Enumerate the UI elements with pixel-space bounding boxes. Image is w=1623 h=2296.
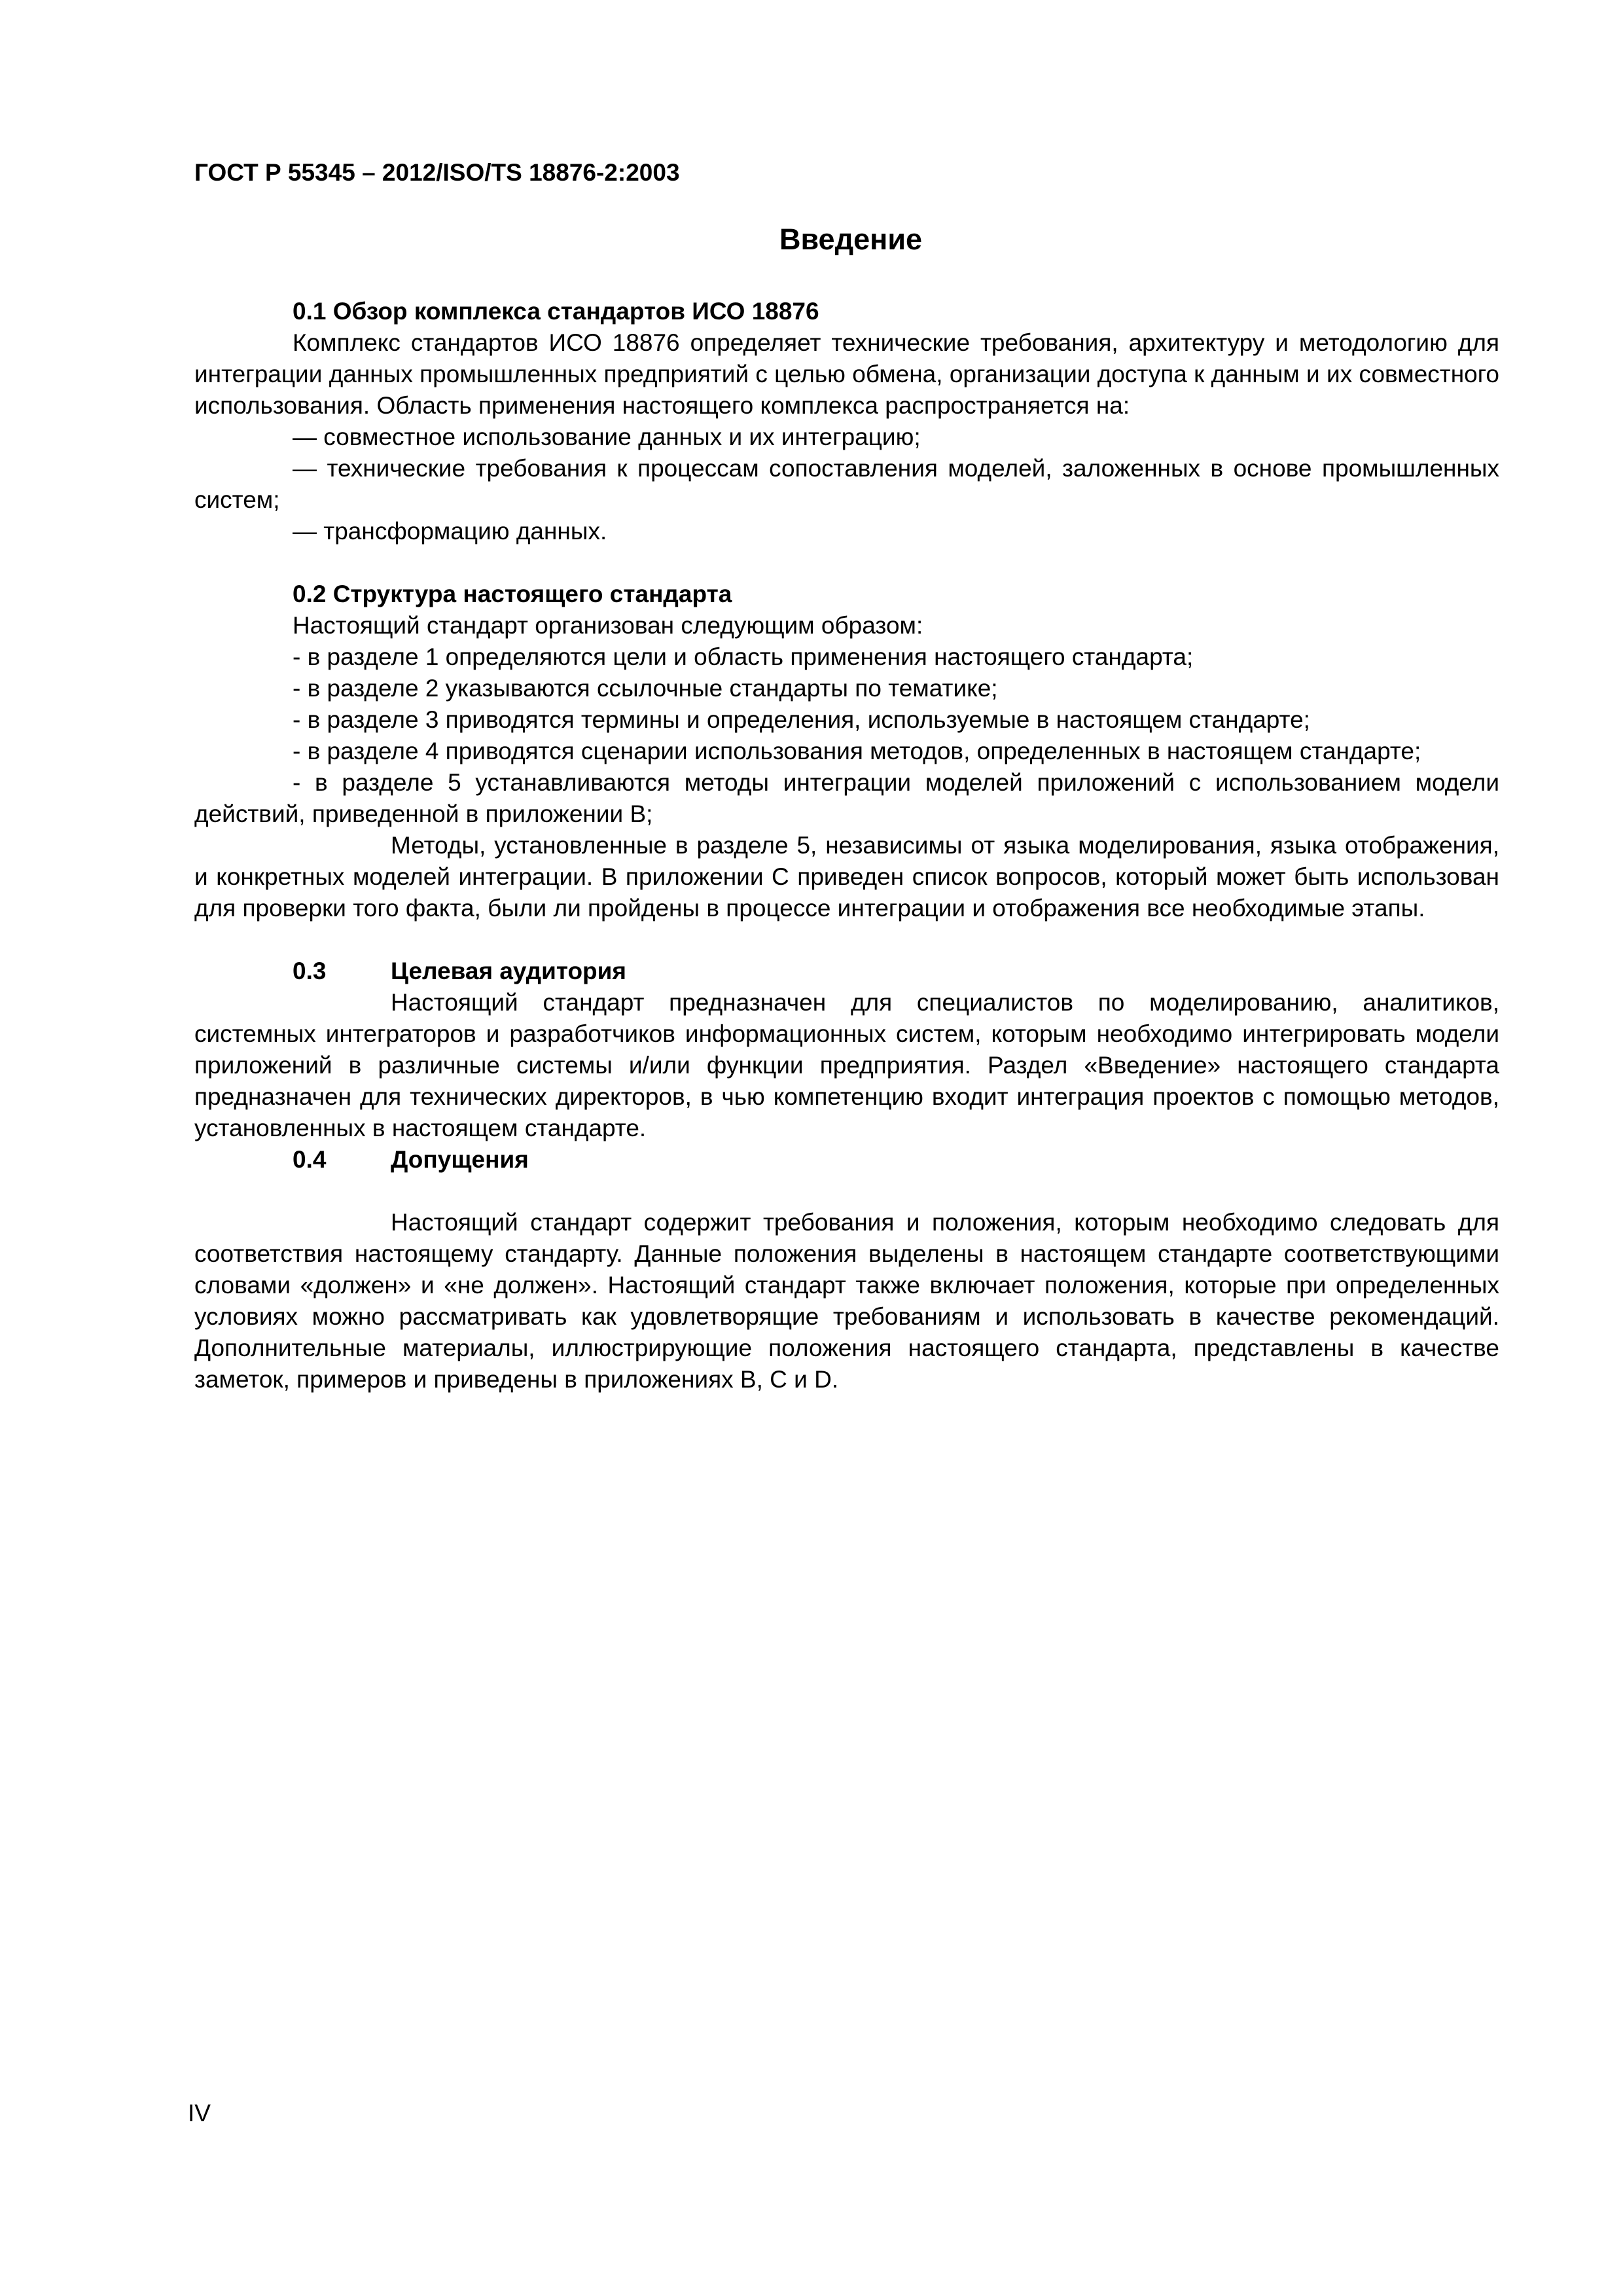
paragraph: Настоящий стандарт содержит требования и положения, которым необходимо следовать для соответствия настоящему стандарту. Данные положения выделены в настоящем стандарте соответствующими словами «должен» и «не должен». Настоящий стандарт также включает положения, которые при определенных условиях можно рассматривать как удовлетворящие требованиям и использовать в качестве рекомендаций. Дополнительные материалы, иллюстрирующие положения настоящего стандарта, представлены в качестве заметок, примеров и приведены в приложениях В, С и D. — [194, 1209, 1499, 1393]
spacer — [194, 1175, 1499, 1207]
paragraph: Методы, установленные в разделе 5, независимы от языка моделирования, языка отображения, и конкретных моделей интеграции. В приложении С приведен список вопросов, который может быть использован для проверки того факта, были ли пройдены в процессе интеграции и отображения все необходимые этапы. — [194, 832, 1499, 922]
section-number: 0.4 — [293, 1146, 327, 1173]
paragraph: Комплекс стандартов ИСО 18876 определяет технические требования, архитектуру и методологию для интеграции данных промышленных предприятий с целью обмена, организации доступа к данным и их совместного использования. Область применения настоящего комплекса распространяется на: — [194, 329, 1499, 419]
spacer — [194, 547, 1499, 579]
section-title: Целевая аудитория — [391, 958, 626, 984]
section-heading-0-2: 0.2 Структура настоящего стандарта — [293, 581, 732, 607]
document-body — [194, 296, 1499, 1395]
spacer — [194, 924, 1499, 956]
section-title: Допущения — [391, 1146, 529, 1173]
section-number: 0.3 — [293, 958, 327, 984]
list-item: - в разделе 4 приводятся сценарии использования методов, определенных в настоящем стандарте; — [293, 738, 1421, 764]
list-item: - в разделе 1 определяются цели и область применения настоящего стандарта; — [293, 643, 1194, 670]
list-item: - в разделе 3 приводятся термины и определения, используемые в настоящем стандарте; — [293, 706, 1310, 733]
paragraph: Настоящий стандарт предназначен для специалистов по моделированию, аналитиков, системных интеграторов и разработчиков информационных систем, которым необходимо интегрировать модели приложений в различные системы и/или функции предприятия. Раздел «Введение» настоящего стандарта предназначен для технических директоров, в чью компетенцию входит интеграция проектов с помощью методов, установленных в настоящем стандарте. — [194, 989, 1499, 1141]
list-item: - в разделе 2 указываются ссылочные стандарты по тематике; — [293, 675, 998, 702]
document-designation: ГОСТ Р 55345 – 2012/ISO/TS 18876-2:2003 — [194, 159, 680, 186]
section-heading-0-3 — [194, 956, 1499, 987]
list-item: — технические требования к процессам сопоставления моделей, заложенных в основе промышленных систем; — [194, 455, 1499, 513]
section-heading-0-1: 0.1 Обзор комплекса стандартов ИСО 18876 — [293, 298, 819, 325]
section-heading-0-4 — [194, 1144, 1499, 1175]
page-title: Введение — [779, 223, 923, 256]
page-number: IV — [188, 2100, 211, 2126]
paragraph: Настоящий стандарт организован следующим образом: — [293, 612, 923, 639]
list-item: — совместное использование данных и их интеграцию; — [293, 423, 921, 450]
list-item: - в разделе 5 устанавливаются методы интеграции моделей приложений с использованием модели действий, приведенной в приложении В; — [194, 769, 1499, 827]
list-item: — трансформацию данных. — [293, 518, 607, 545]
